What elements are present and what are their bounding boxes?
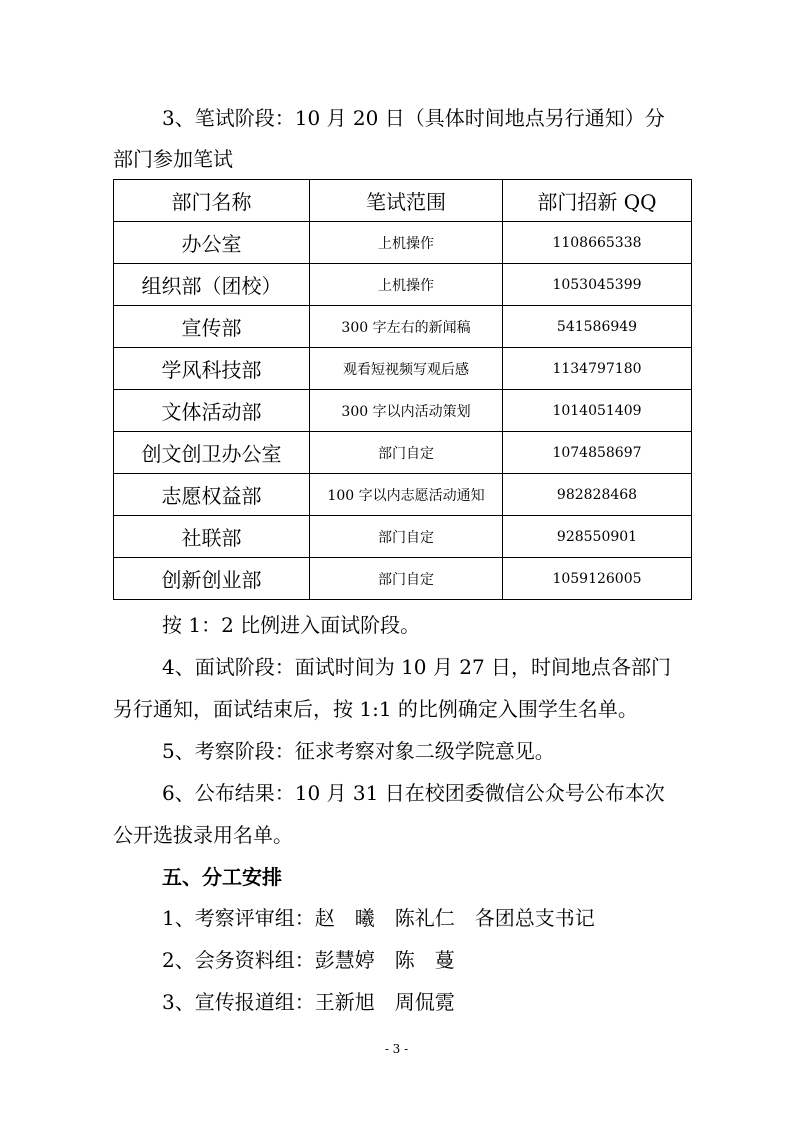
section5-title: 五、分工安排 bbox=[162, 865, 282, 889]
dept-qq: 982828468 bbox=[503, 474, 692, 516]
dept-name: 志愿权益部 bbox=[114, 474, 310, 516]
dept-scope: 300 字以内活动策划 bbox=[310, 390, 503, 432]
stage3-line1: 3、笔试阶段：10 月 20 日（具体时间地点另行通知）分 bbox=[162, 106, 665, 130]
table-row bbox=[114, 264, 692, 306]
stage4-line1: 4、面试阶段：面试时间为 10 月 27 日，时间地点各部门 bbox=[162, 655, 672, 679]
dept-name: 创新创业部 bbox=[114, 558, 310, 600]
dept-qq: 1059126005 bbox=[503, 558, 692, 600]
table-row bbox=[114, 474, 692, 516]
dept-scope: 上机操作 bbox=[310, 264, 503, 306]
department-table bbox=[113, 179, 692, 600]
dept-qq: 1134797180 bbox=[503, 348, 692, 390]
section5-item-2: 2、会务资料组：彭慧婷 陈 蔓 bbox=[162, 948, 455, 972]
stage5: 5、考察阶段：征求考察对象二级学院意见。 bbox=[162, 739, 555, 763]
stage3-line2: 部门参加笔试 bbox=[113, 147, 233, 171]
dept-name: 办公室 bbox=[114, 222, 310, 264]
section5-item-3: 3、宣传报道组：王新旭 周侃霓 bbox=[162, 990, 455, 1014]
dept-name: 创文创卫办公室 bbox=[114, 432, 310, 474]
dept-scope: 100 字以内志愿活动通知 bbox=[310, 474, 503, 516]
dept-scope: 部门自定 bbox=[310, 432, 503, 474]
table-header-row bbox=[114, 180, 692, 222]
header-department: 部门名称 bbox=[114, 180, 310, 222]
dept-scope: 300 字左右的新闻稿 bbox=[310, 306, 503, 348]
table-row bbox=[114, 432, 692, 474]
dept-qq: 928550901 bbox=[503, 516, 692, 558]
dept-name: 学风科技部 bbox=[114, 348, 310, 390]
dept-qq: 1053045399 bbox=[503, 264, 692, 306]
table-row bbox=[114, 390, 692, 432]
table-row bbox=[114, 222, 692, 264]
header-exam-scope: 笔试范围 bbox=[310, 180, 503, 222]
dept-qq: 1108665338 bbox=[503, 222, 692, 264]
dept-qq: 541586949 bbox=[503, 306, 692, 348]
dept-scope: 部门自定 bbox=[310, 516, 503, 558]
dept-name: 文体活动部 bbox=[114, 390, 310, 432]
page-number: - 3 - bbox=[384, 1042, 409, 1056]
dept-qq: 1074858697 bbox=[503, 432, 692, 474]
dept-scope: 部门自定 bbox=[310, 558, 503, 600]
table-row bbox=[114, 348, 692, 390]
table-row bbox=[114, 516, 692, 558]
dept-name: 社联部 bbox=[114, 516, 310, 558]
table-row bbox=[114, 306, 692, 348]
stage4-line2: 另行通知，面试结束后，按 1:1 的比例确定入围学生名单。 bbox=[113, 697, 638, 721]
header-qq: 部门招新 QQ bbox=[503, 180, 692, 222]
stage6-line1: 6、公布结果：10 月 31 日在校团委微信公众号公布本次 bbox=[162, 781, 665, 805]
dept-scope: 上机操作 bbox=[310, 222, 503, 264]
dept-name: 宣传部 bbox=[114, 306, 310, 348]
ratio-note: 按 1：2 比例进入面试阶段。 bbox=[162, 613, 421, 637]
dept-scope: 观看短视频写观后感 bbox=[310, 348, 503, 390]
stage6-line2: 公开选拔录用名单。 bbox=[113, 823, 293, 847]
table-row bbox=[114, 558, 692, 600]
dept-qq: 1014051409 bbox=[503, 390, 692, 432]
dept-name: 组织部（团校） bbox=[114, 264, 310, 306]
section5-item-1: 1、考察评审组：赵 曦 陈礼仁 各团总支书记 bbox=[162, 906, 595, 930]
